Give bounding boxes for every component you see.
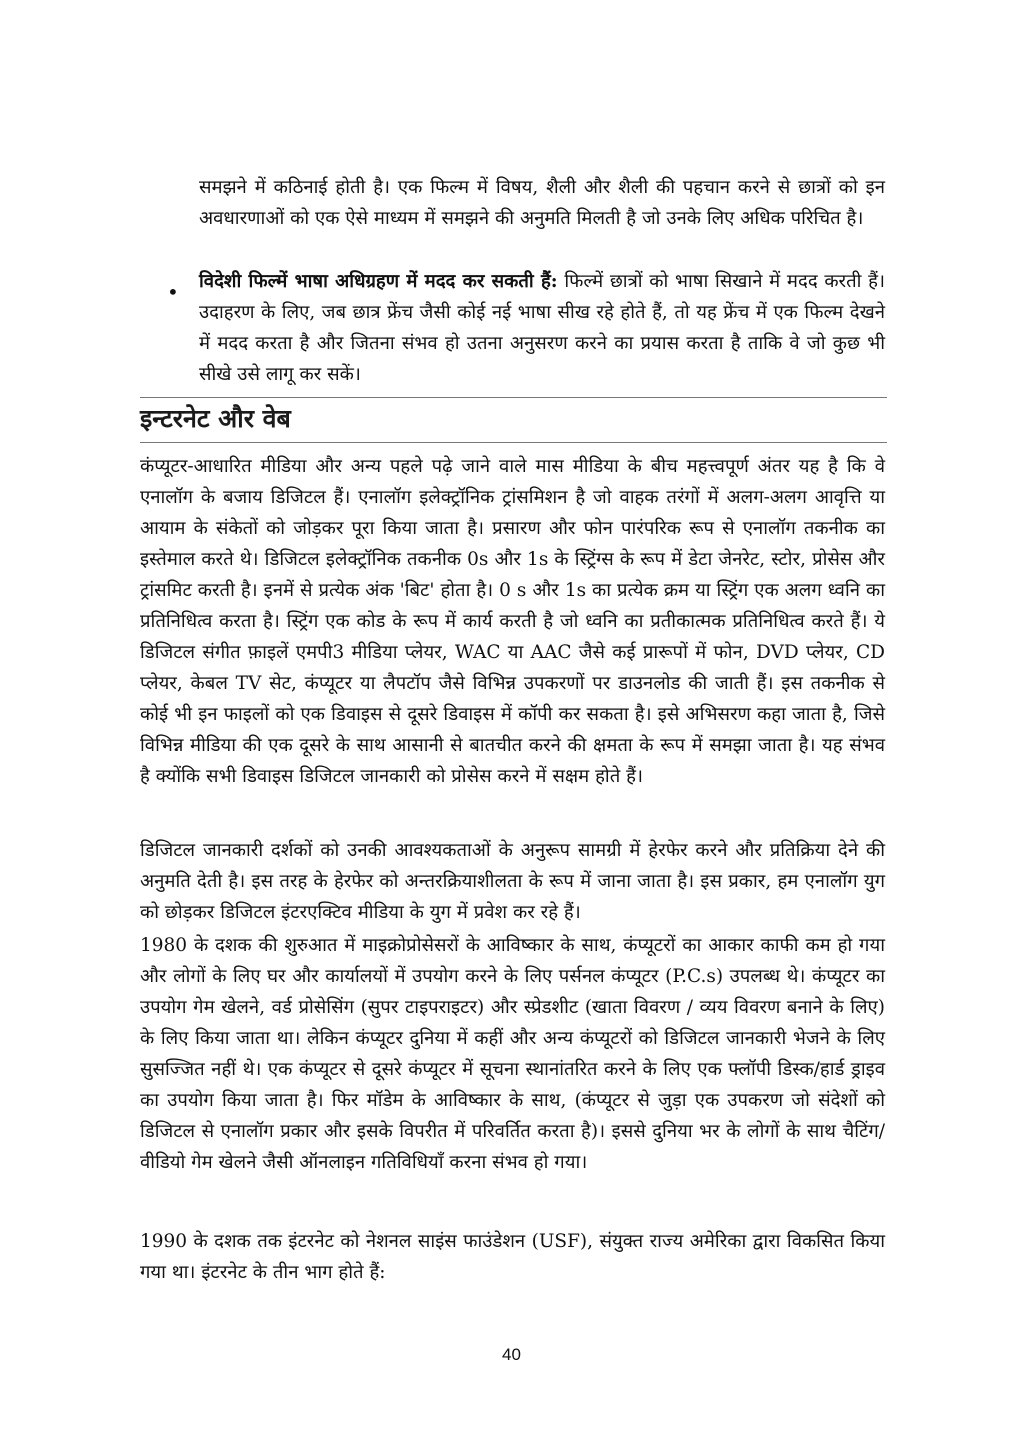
intro-paragraph: समझने में कठिनाई होती है। एक फिल्म में विषय, शैली और शैली की पहचान करने से छात्रों को इन अवधारणाओं को एक ऐसे माध्यम में समझने की अनुमति मिलती है जो उनके लिए अधिक परिचित है।: [199, 177, 885, 229]
bullet-lead: विदेशी फिल्में भाषा अधिग्रहण में मदद कर सकती हैं:: [199, 271, 558, 292]
paragraph-internet-origin: 1990 के दशक तक इंटरनेट को नेशनल साइंस फाउंडेशन (USF), संयुक्त राज्य अमेरिका द्वारा विकसित किया गया था। इंटरनेट के तीन भाग होते हैं:: [140, 1231, 885, 1283]
bullet-text: फिल्में छात्रों को भाषा सिखाने में मदद करती हैं। उदाहरण के लिए, जब छात्र फ्रेंच जैसी कोई नई भाषा सीख रहे होते हैं, तो यह फ्रेंच में एक फिल्म देखने में मदद करता है और जितना संभव हो उतना अनुसरण करने का प्रयास करता है ताकि वे जो कुछ भी सीखे उसे लागू कर सकें।: [199, 271, 885, 385]
section-heading: इन्टरनेट और वेब: [140, 404, 291, 433]
paragraph-digital-vs-analog: कंप्यूटर-आधारित मीडिया और अन्य पहले पढ़े जाने वाले मास मीडिया के बीच महत्त्वपूर्ण अंतर यह है कि वे एनालॉग के बजाय डिजिटल हैं। एनालॉग इलेक्ट्रॉनिक ट्रांसमिशन है जो वाहक तरंगों में अलग-अलग आवृत्ति या आयाम के संकेतों को जोड़कर पूरा किया जाता है। प्रसारण और फोन पारंपरिक रूप से एनालॉग तकनीक का इस्तेमाल करते थे। डिजिटल इलेक्ट्रॉनिक तकनीक 0s और 1s के स्ट्रिंग्स के रूप में डेटा जेनरेट, स्टोर, प्रोसेस और ट्रांसमिट करती है। इनमें से प्रत्येक अंक 'बिट' होता है। 0 s और 1s का प्रत्येक क्रम या स्ट्रिंग एक अलग ध्वनि का प्रतिनिधित्व करता है। स्ट्रिंग एक कोड के रूप में कार्य करती है जो ध्वनि का प्रतीकात्मक प्रतिनिधित्व करते हैं। ये डिजिटल संगीत फ़ाइलें एमपी3 मीडिया प्लेयर, WAC या AAC जैसे कई प्रारूपों में फोन, DVD प्लेयर, CD प्लेयर, केबल TV सेट, कंप्यूटर या लैपटॉप जैसे विभिन्न उपकरणों पर डाउनलोड की जाती हैं। इस तकनीक से कोई भी इन फाइलों को एक डिवाइस से दूसरे डिवाइस में कॉपी कर सकता है। इसे अभिसरण कहा जाता है, जिसे विभिन्न मीडिया की एक दूसरे के साथ आसानी से बातचीत करने की क्षमता के रूप में समझा जाता है। यह संभव है क्योंकि सभी डिवाइस डिजिटल जानकारी को प्रोसेस करने में सक्षम होते हैं।: [140, 456, 885, 787]
bullet-icon: •: [167, 280, 179, 304]
page-number: 40: [502, 1345, 521, 1364]
paragraph-personal-computers: 1980 के दशक की शुरुआत में माइक्रोप्रोसेसरों के आविष्कार के साथ, कंप्यूटरों का आकार काफी कम हो गया और लोगों के लिए घर और कार्यालयों में उपयोग करने के लिए पर्सनल कंप्यूटर (P.C.s) उपलब्ध थे। कंप्यूटर का उपयोग गेम खेलने, वर्ड प्रोसेसिंग (सुपर टाइपराइटर) और स्प्रेडशीट (खाता विवरण / व्यय विवरण बनाने के लिए) के लिए किया जाता था। लेकिन कंप्यूटर दुनिया में कहीं और अन्य कंप्यूटरों को डिजिटल जानकारी भेजने के लिए सुसज्जित नहीं थे। एक कंप्यूटर से दूसरे कंप्यूटर में सूचना स्थानांतरित करने के लिए एक फ्लॉपी डिस्क/हार्ड ड्राइव का उपयोग किया जाता है। फिर मॉडेम के आविष्कार के साथ, (कंप्यूटर से जुड़ा एक उपकरण जो संदेशों को डिजिटल से एनालॉग प्रकार और इसके विपरीत में परिवर्तित करता है)। इससे दुनिया भर के लोगों के साथ चैटिंग/वीडियो गेम खेलने जैसी ऑनलाइन गतिविधियाँ करना संभव हो गया।: [140, 935, 885, 1173]
bullet-paragraph: [199, 266, 885, 390]
paragraph-interactivity: डिजिटल जानकारी दर्शकों को उनकी आवश्यकताओं के अनुरूप सामग्री में हेरफेर करने और प्रतिक्रिया देने की अनुमति देती है। इस तरह के हेरफेर को अन्तरक्रियाशीलता के रूप में जाना जाता है। इस प्रकार, हम एनालॉग युग को छोड़कर डिजिटल इंटरएक्टिव मीडिया के युग में प्रवेश कर रहे हैं।: [140, 840, 885, 923]
section-heading-box: [140, 397, 887, 443]
